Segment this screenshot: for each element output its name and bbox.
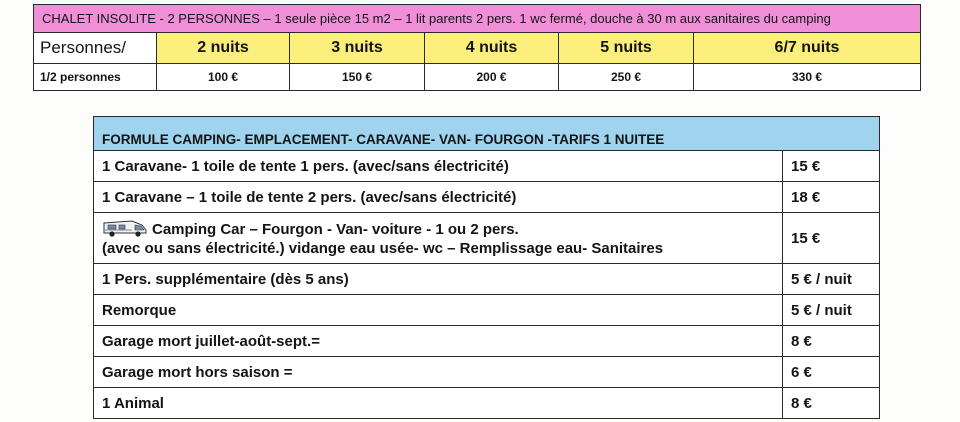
row-label: 1 Caravane- 1 toile de tente 1 pers. (avec/sans électricité) <box>94 151 783 182</box>
row-label: 1 Caravane – 1 toile de tente 2 pers. (avec/sans électricité) <box>94 182 783 213</box>
nights-row <box>34 33 921 64</box>
camping-pricing-table <box>93 116 880 419</box>
camping-header-row <box>94 117 880 151</box>
prices-row <box>34 64 921 91</box>
chalet-header-row <box>34 5 921 33</box>
row-label: Garage mort juillet-août-sept.= <box>94 326 783 357</box>
row-price: 8 € <box>783 388 880 419</box>
price-5-nights: 250 € <box>559 64 694 91</box>
row-label-line2: (avec ou sans électricité.) vidange eau usée- wc – Remplissage eau- Sanitaires <box>102 239 664 257</box>
row-label: Remorque <box>94 295 783 326</box>
row-price: 5 € / nuit <box>783 295 880 326</box>
row-label <box>94 213 783 264</box>
nights-3: 3 nuits <box>290 33 425 64</box>
table-row <box>94 264 880 295</box>
chalet-title: CHALET INSOLITE - 2 PERSONNES – 1 seule pièce 15 m2 – 1 lit parents 2 pers. 1 wc fermé, douche à 30 m aux sanitaires du camping <box>34 5 921 33</box>
half-persons-label: 1/2 personnes <box>34 64 157 91</box>
camper-icon <box>102 219 148 237</box>
table-row <box>94 388 880 419</box>
price-2-nights: 100 € <box>157 64 290 91</box>
row-label: 1 Pers. supplémentaire (dès 5 ans) <box>94 264 783 295</box>
camping-title: FORMULE CAMPING- EMPLACEMENT- CARAVANE- VAN- FOURGON -TARIFS 1 NUITEE <box>94 117 880 151</box>
chalet-pricing-table <box>33 4 921 91</box>
nights-4: 4 nuits <box>425 33 559 64</box>
row-price: 6 € <box>783 357 880 388</box>
nights-2: 2 nuits <box>157 33 290 64</box>
row-label: Garage mort hors saison = <box>94 357 783 388</box>
persons-label: Personnes/ <box>34 33 157 64</box>
table-row <box>94 326 880 357</box>
row-price: 5 € / nuit <box>783 264 880 295</box>
nights-6-7: 6/7 nuits <box>694 33 921 64</box>
row-price: 15 € <box>783 151 880 182</box>
row-price: 15 € <box>783 213 880 264</box>
row-price: 18 € <box>783 182 880 213</box>
table-row <box>94 182 880 213</box>
row-price: 8 € <box>783 326 880 357</box>
table-row <box>94 151 880 182</box>
price-3-nights: 150 € <box>290 64 425 91</box>
table-row <box>94 295 880 326</box>
row-label: 1 Animal <box>94 388 783 419</box>
nights-5: 5 nuits <box>559 33 694 64</box>
table-row <box>94 213 880 264</box>
price-4-nights: 200 € <box>425 64 559 91</box>
row-label-line1: Camping Car – Fourgon - Van- voiture - 1 ou 2 pers. <box>152 220 519 238</box>
price-6-7-nights: 330 € <box>694 64 921 91</box>
table-row <box>94 357 880 388</box>
